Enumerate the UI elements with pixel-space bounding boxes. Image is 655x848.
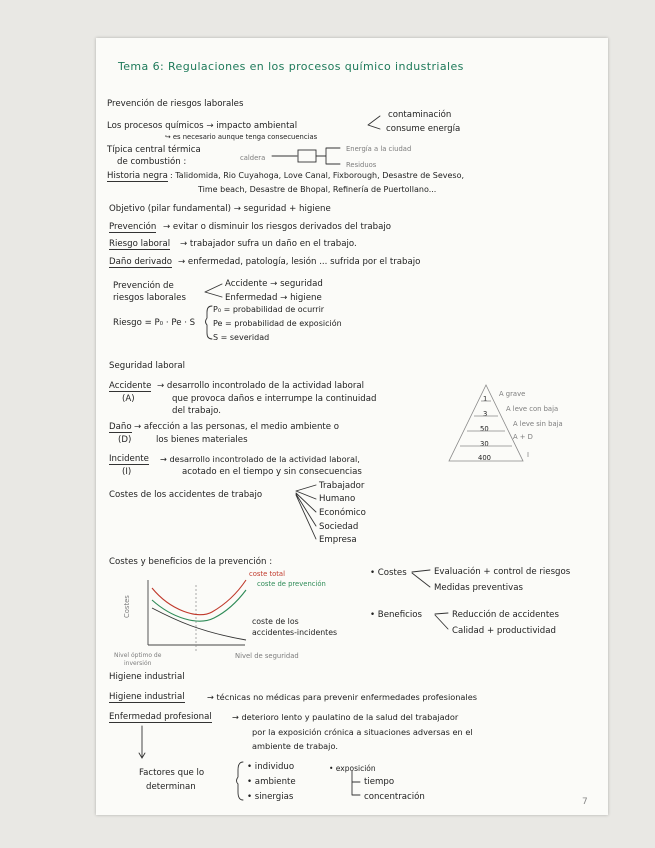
text-line: → afección a las personas, el medio ambiente o	[134, 422, 340, 432]
section-heading-prevencion: Prevención de riesgos laborales	[107, 99, 244, 109]
axis-label-x: Nivel de seguridad	[235, 652, 299, 660]
factor-item: • sinergias	[247, 792, 294, 802]
text-line: → enfermedad, patología, lesión ... sufrida por el trabajo	[178, 257, 421, 267]
formula-brace	[206, 306, 213, 339]
text-line: → desarrollo incontrolado de la actividad laboral	[157, 381, 365, 391]
curve-coste-total	[152, 580, 246, 615]
diagram-label: Residuos	[346, 161, 377, 169]
section-heading-seguridad: Seguridad laboral	[109, 361, 186, 371]
text-line: de combustión :	[117, 157, 187, 167]
term-label: Daño	[109, 422, 132, 432]
branch-arrow	[296, 485, 316, 539]
branch-arrow	[368, 116, 380, 129]
term-label: Riesgo laboral	[109, 239, 171, 249]
branch-arrow	[435, 613, 448, 629]
term-label: Incidente	[109, 454, 149, 464]
text-line: los bienes materiales	[156, 435, 248, 445]
down-arrow	[139, 726, 145, 758]
text-line: Accidente → seguridad	[225, 279, 323, 289]
beneficios-label: • Beneficios	[370, 610, 422, 620]
curve-coste-prevencion	[152, 590, 246, 621]
formula-term: S = severidad	[213, 333, 270, 342]
branch-arrow	[205, 284, 222, 297]
text-line: Reducción de accidentes	[452, 610, 559, 620]
formula-term: P₀ = probabilidad de ocurrir	[213, 305, 325, 314]
axis-label-y: Costes	[123, 595, 131, 618]
text-line: Calidad + productividad	[452, 626, 556, 636]
pyramid-value: 50	[480, 425, 489, 433]
text-line: Medidas preventivas	[434, 583, 523, 593]
text-line: Evaluación + control de riesgos	[434, 567, 571, 577]
optimum-label: inversión	[124, 660, 152, 667]
page-number: 7	[582, 797, 588, 807]
text-line: ambiente de trabajo.	[252, 741, 338, 751]
text-line: → técnicas no médicas para prevenir enfermedades profesionales	[207, 692, 478, 702]
term-label: Enfermedad profesional	[109, 712, 212, 722]
factor-item: tiempo	[364, 777, 395, 787]
text-line: riesgos laborales	[113, 293, 186, 303]
term-label: Daño derivado	[109, 257, 173, 267]
curve-label-accidentes: accidentes-incidentes	[252, 628, 338, 637]
costes-label: • Costes	[370, 568, 407, 578]
pyramid-value: 400	[478, 454, 491, 462]
pyramid-label: I	[527, 451, 530, 459]
section-heading-costes: Costes y beneficios de la prevención :	[109, 557, 273, 567]
pyramid-value: 1	[483, 395, 488, 403]
text-line: que provoca daños e interrumpe la continuidad	[172, 394, 377, 404]
term-code: (A)	[122, 394, 135, 404]
list-item: Humano	[319, 494, 356, 504]
factor-item: • exposición	[329, 764, 376, 773]
section-heading-higiene: Higiene industrial	[109, 672, 185, 682]
pyramid-label: A leve sin baja	[513, 420, 563, 428]
pyramid-label: A + D	[513, 433, 533, 441]
diagram-label: caldera	[240, 154, 266, 162]
curve-label-total: coste total	[249, 570, 285, 578]
curve-coste-accidentes	[152, 608, 246, 640]
text-line: → trabajador sufra un daño en el trabajo.	[180, 239, 357, 249]
curve-label-accidentes: coste de los	[252, 617, 299, 626]
pyramid-label: A grave	[499, 390, 526, 398]
text-line: contaminación	[388, 110, 452, 120]
text-line: → deterioro lento y paulatino de la salud del trabajador	[232, 712, 459, 722]
text-line: determinan	[146, 782, 196, 792]
text-line: Enfermedad → higiene	[225, 293, 322, 303]
text-line: Prevención de	[113, 281, 174, 291]
pyramid-label: A leve con baja	[506, 405, 559, 413]
branch-arrow	[412, 570, 430, 587]
text-line: Los procesos químicos → impacto ambiental	[107, 121, 298, 131]
term-label: Higiene industrial	[109, 692, 185, 702]
optimum-label: Nivel óptimo de	[114, 652, 162, 659]
text-line: Time beach, Desastre de Bhopal, Refinería de Puertollano...	[198, 185, 437, 194]
formula-term: Pe = probabilidad de exposición	[213, 319, 342, 328]
text-line: acotado en el tiempo y sin consecuencias	[182, 467, 362, 477]
factor-item: concentración	[364, 792, 425, 802]
curve-label-prevencion: coste de prevención	[257, 580, 326, 588]
page-title: Tema 6: Regulaciones en los procesos químico industriales	[118, 60, 464, 73]
text-line: consume energía	[386, 124, 461, 134]
list-item: Trabajador	[319, 481, 365, 491]
text-line: ↪ es necesario aunque tenga consecuencias	[165, 133, 318, 141]
accident-pyramid	[449, 385, 526, 461]
text-line: : Talidomida, Rio Cuyahoga, Love Canal, Fixborough, Desastre de Seveso,	[170, 171, 465, 180]
text-line: por la exposición crónica a situaciones adversas en el	[252, 727, 473, 737]
factor-item: • individuo	[247, 762, 295, 772]
factor-item: • ambiente	[247, 777, 296, 787]
term-label: Prevención	[109, 222, 157, 232]
diagram-box	[298, 150, 316, 162]
pyramid-value: 3	[483, 410, 488, 418]
pyramid-value: 30	[480, 440, 489, 448]
term-code: (D)	[118, 435, 132, 445]
factors-brace	[237, 762, 244, 800]
text-line: del trabajo.	[172, 406, 221, 416]
diagram-label: Energía a la ciudad	[346, 145, 412, 153]
text-line: Objetivo (pilar fundamental) → seguridad + higiene	[109, 204, 331, 214]
term-code: (I)	[122, 467, 132, 477]
term-label: Historia negra	[107, 171, 168, 181]
text-line: → evitar o disminuir los riesgos derivados del trabajo	[163, 222, 392, 232]
text-line: Típica central térmica	[107, 145, 201, 155]
term-label: Accidente	[109, 381, 152, 391]
list-item: Económico	[319, 508, 366, 518]
text-line: → desarrollo incontrolado de la actividad laboral,	[160, 454, 360, 464]
text-line: Factores que lo	[139, 768, 205, 778]
list-item: Sociedad	[319, 522, 359, 532]
diagram-arrow	[316, 148, 340, 164]
branch-arrow	[352, 771, 360, 795]
cost-chart	[148, 580, 246, 653]
formula: Riesgo = P₀ · Pe · S	[113, 318, 196, 328]
list-item: Empresa	[319, 535, 357, 545]
text-line: Costes de los accidentes de trabajo	[109, 490, 263, 500]
